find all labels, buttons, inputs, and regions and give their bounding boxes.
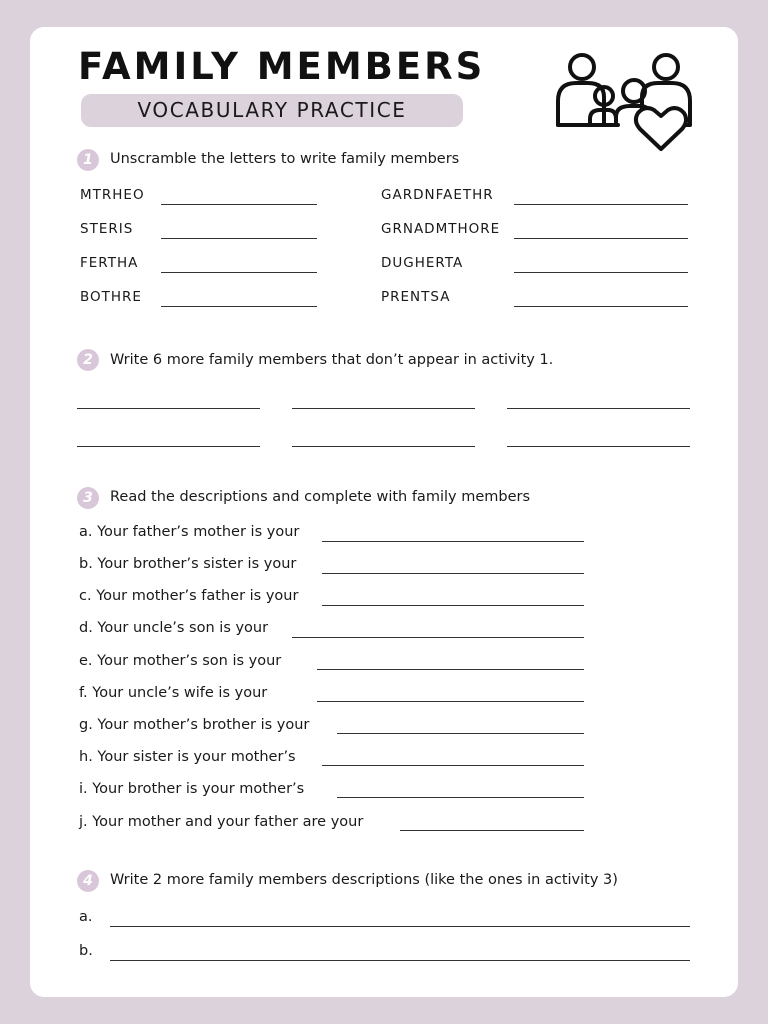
- page-title: FAMILY MEMBERS: [78, 45, 486, 88]
- activity-3-instruction: Read the descriptions and complete with family members: [110, 489, 531, 505]
- answer-line[interactable]: [317, 669, 584, 670]
- scrambled-word: BOTHRE: [80, 289, 142, 305]
- description-item: h. Your sister is your mother’s: [79, 749, 296, 765]
- description-item: f. Your uncle’s wife is your: [79, 685, 268, 701]
- answer-line[interactable]: [110, 926, 690, 927]
- answer-line[interactable]: [292, 408, 475, 409]
- answer-line[interactable]: [322, 573, 584, 574]
- description-item: j. Your mother and your father are your: [79, 814, 364, 830]
- description-item: i. Your brother is your mother’s: [79, 781, 305, 797]
- answer-line[interactable]: [507, 408, 690, 409]
- answer-label: a.: [79, 909, 93, 925]
- activity-1-number: 1: [77, 149, 99, 171]
- activity-2-instruction: Write 6 more family members that don’t appear in activity 1.: [110, 352, 554, 368]
- answer-line[interactable]: [514, 272, 688, 273]
- answer-label: b.: [79, 943, 93, 959]
- answer-line[interactable]: [322, 605, 584, 606]
- description-item: a. Your father’s mother is your: [79, 524, 300, 540]
- answer-line[interactable]: [507, 446, 690, 447]
- description-item: e. Your mother’s son is your: [79, 653, 282, 669]
- activity-3-number: 3: [77, 487, 99, 509]
- scrambled-word: GARDNFAETHR: [381, 187, 494, 203]
- scrambled-word: DUGHERTA: [381, 255, 464, 271]
- worksheet: [30, 27, 738, 997]
- answer-line[interactable]: [161, 272, 317, 273]
- answer-line[interactable]: [292, 637, 584, 638]
- activity-4-instruction: Write 2 more family members descriptions (like the ones in activity 3): [110, 872, 618, 888]
- answer-line[interactable]: [322, 765, 584, 766]
- answer-line[interactable]: [514, 204, 688, 205]
- answer-line[interactable]: [322, 541, 584, 542]
- description-item: d. Your uncle’s son is your: [79, 620, 269, 636]
- activity-1-instruction: Unscramble the letters to write family members: [110, 151, 460, 167]
- description-item: g. Your mother’s brother is your: [79, 717, 310, 733]
- description-item: c. Your mother’s father is your: [79, 588, 299, 604]
- answer-line[interactable]: [77, 446, 260, 447]
- answer-line[interactable]: [110, 960, 690, 961]
- answer-line[interactable]: [161, 238, 317, 239]
- answer-line[interactable]: [77, 408, 260, 409]
- scrambled-word: STERIS: [80, 221, 134, 237]
- scrambled-word: FERTHA: [80, 255, 139, 271]
- activity-2-number: 2: [77, 349, 99, 371]
- answer-line[interactable]: [337, 733, 584, 734]
- description-item: b. Your brother’s sister is your: [79, 556, 297, 572]
- activity-4-number: 4: [77, 870, 99, 892]
- scrambled-word: PRENTSA: [381, 289, 451, 305]
- answer-line[interactable]: [317, 701, 584, 702]
- page-subtitle: VOCABULARY PRACTICE: [81, 94, 463, 127]
- answer-line[interactable]: [161, 306, 317, 307]
- answer-line[interactable]: [514, 306, 688, 307]
- answer-line[interactable]: [400, 830, 584, 831]
- scrambled-word: GRNADMTHORE: [381, 221, 501, 237]
- answer-line[interactable]: [514, 238, 688, 239]
- scrambled-word: MTRHEO: [80, 187, 145, 203]
- family-heart-icon: [554, 49, 694, 155]
- answer-line[interactable]: [337, 797, 584, 798]
- answer-line[interactable]: [292, 446, 475, 447]
- answer-line[interactable]: [161, 204, 317, 205]
